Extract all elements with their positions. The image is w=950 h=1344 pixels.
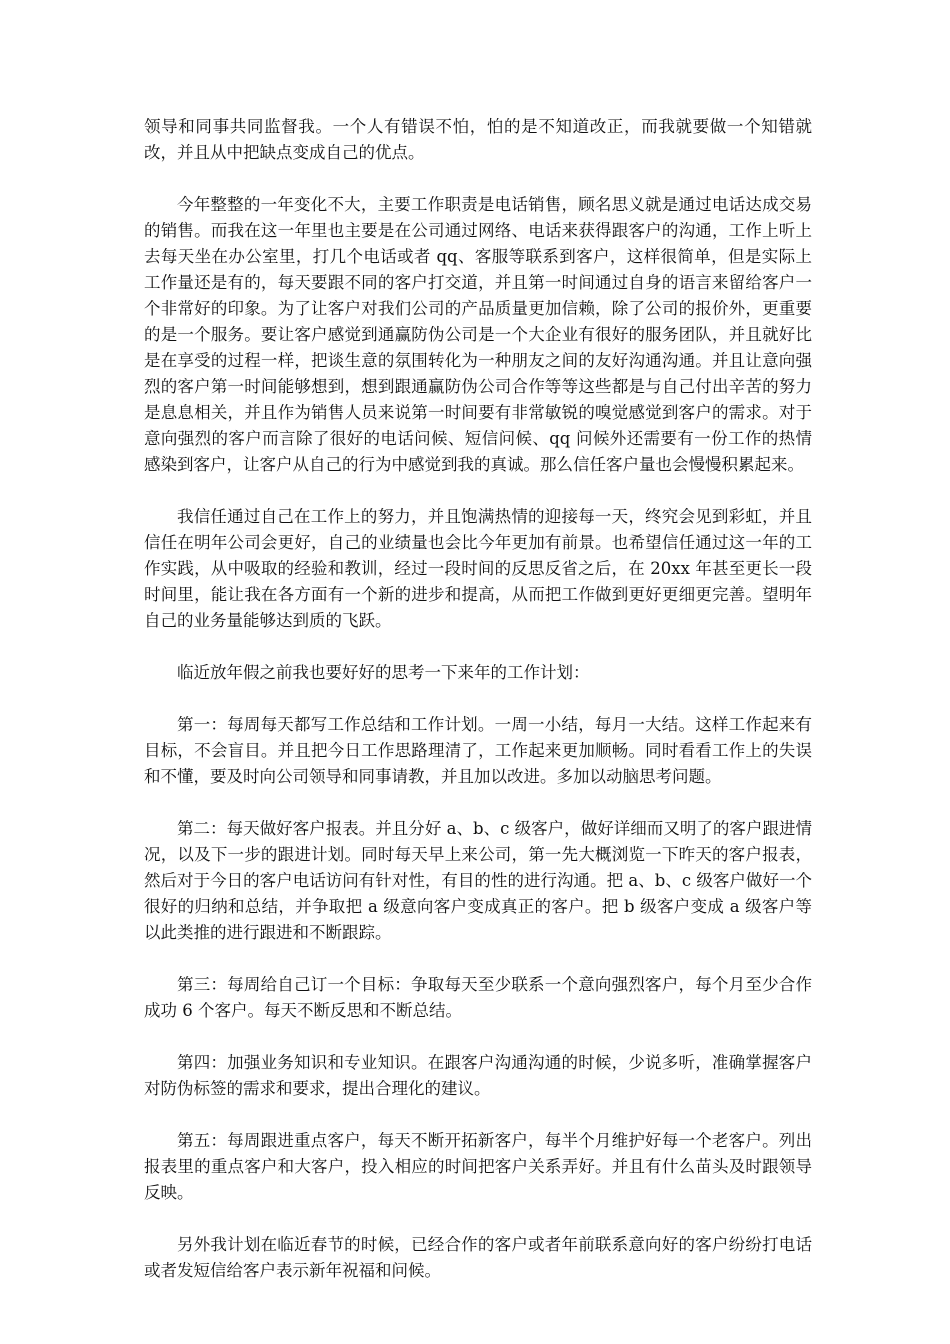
paragraph-3: 我信任通过自己在工作上的努力，并且饱满热情的迎接每一天，终究会见到彩虹，并且信任在明年公司会更好，自己的业绩量也会比今年更加有前景。也希望信任通过这一年的工作实践，从中吸取的经验和教训，经过一段时间的反思反省之后，在 20xx 年甚至更长一段时间里，能让我在各方面有一个新的进步和提高，从而把工作做到更好更细更完善。望明年自己的业务量能够达到质的飞跃。 [144, 507, 812, 630]
paragraph-10: 另外我计划在临近春节的时候，已经合作的客户或者年前联系意向好的客户纷纷打电话或者发短信给客户表示新年祝福和问候。 [144, 1235, 812, 1280]
paragraph-spacer [144, 1024, 812, 1050]
document-body [144, 114, 812, 1284]
paragraph-spacer [144, 1206, 812, 1232]
paragraph-5: 第一：每周每天都写工作总结和工作计划。一周一小结，每月一大结。这样工作起来有目标，不会盲目。并且把今日工作思路理清了，工作起来更加顺畅。同时看看工作上的失误和不懂，要及时向公司领导和同事请教，并且加以改进。多加以动脑思考问题。 [144, 715, 812, 786]
paragraph-spacer [144, 1102, 812, 1128]
paragraph-spacer [144, 634, 812, 660]
paragraph-spacer [144, 478, 812, 504]
paragraph-1: 领导和同事共同监督我。一个人有错误不怕，怕的是不知道改正，而我就要做一个知错就改，并且从中把缺点变成自己的优点。 [144, 117, 812, 162]
paragraph-9: 第五：每周跟进重点客户，每天不断开拓新客户，每半个月维护好每一个老客户。列出报表里的重点客户和大客户，投入相应的时间把客户关系弄好。并且有什么苗头及时跟领导反映。 [144, 1131, 812, 1202]
paragraph-6: 第二：每天做好客户报表。并且分好 a、b、c 级客户，做好详细而又明了的客户跟进情况，以及下一步的跟进计划。同时每天早上来公司，第一先大概浏览一下昨天的客户报表，然后对于今日的客户电话访问有针对性，有目的性的进行沟通。把 a、b、c 级客户做好一个很好的归纳和总结，并争取把 a 级意向客户变成真正的客户。把 b 级客户变成 a 级客户等以此类推的进行跟进和不断跟踪。 [144, 819, 812, 942]
paragraph-spacer [144, 790, 812, 816]
paragraph-spacer [144, 686, 812, 712]
paragraph-4: 临近放年假之前我也要好好的思考一下来年的工作计划： [177, 663, 590, 682]
paragraph-2: 今年整整的一年变化不大，主要工作职责是电话销售，顾名思义就是通过电话达成交易的销售。而我在这一年里也主要是在公司通过网络、电话来获得跟客户的沟通，工作上听上去每天坐在办公室里，打几个电话或者 qq、客服等联系到客户，这样很简单，但是实际上工作量还是有的，每天要跟不同的客户打交道，并且第一时间通过自身的语言来留给客户一个非常好的印象。为了让客户对我们公司的产品质量更加信赖，除了公司的报价外，更重要的是一个服务。要让客户感觉到通赢防伪公司是一个大企业有很好的服务团队，并且就好比是在享受的过程一样，把谈生意的氛围转化为一种朋友之间的友好沟通沟通。并且让意向强烈的客户第一时间能够想到，想到跟通赢防伪公司合作等等这些都是与自己付出辛苦的努力是息息相关，并且作为销售人员来说第一时间要有非常敏锐的嗅觉感觉到客户的需求。对于意向强烈的客户而言除了很好的电话问候、短信问候、qq 问候外还需要有一份工作的热情感染到客户，让客户从自己的行为中感觉到我的真诚。那么信任客户量也会慢慢积累起来。 [144, 195, 812, 474]
paragraph-spacer [144, 946, 812, 972]
paragraph-7: 第三：每周给自己订一个目标：争取每天至少联系一个意向强烈客户，每个月至少合作成功 6 个客户。每天不断反思和不断总结。 [144, 975, 812, 1020]
paragraph-spacer [144, 166, 812, 192]
paragraph-8: 第四：加强业务知识和专业知识。在跟客户沟通沟通的时候，少说多听，准确掌握客户对防伪标签的需求和要求，提出合理化的建议。 [144, 1053, 812, 1098]
